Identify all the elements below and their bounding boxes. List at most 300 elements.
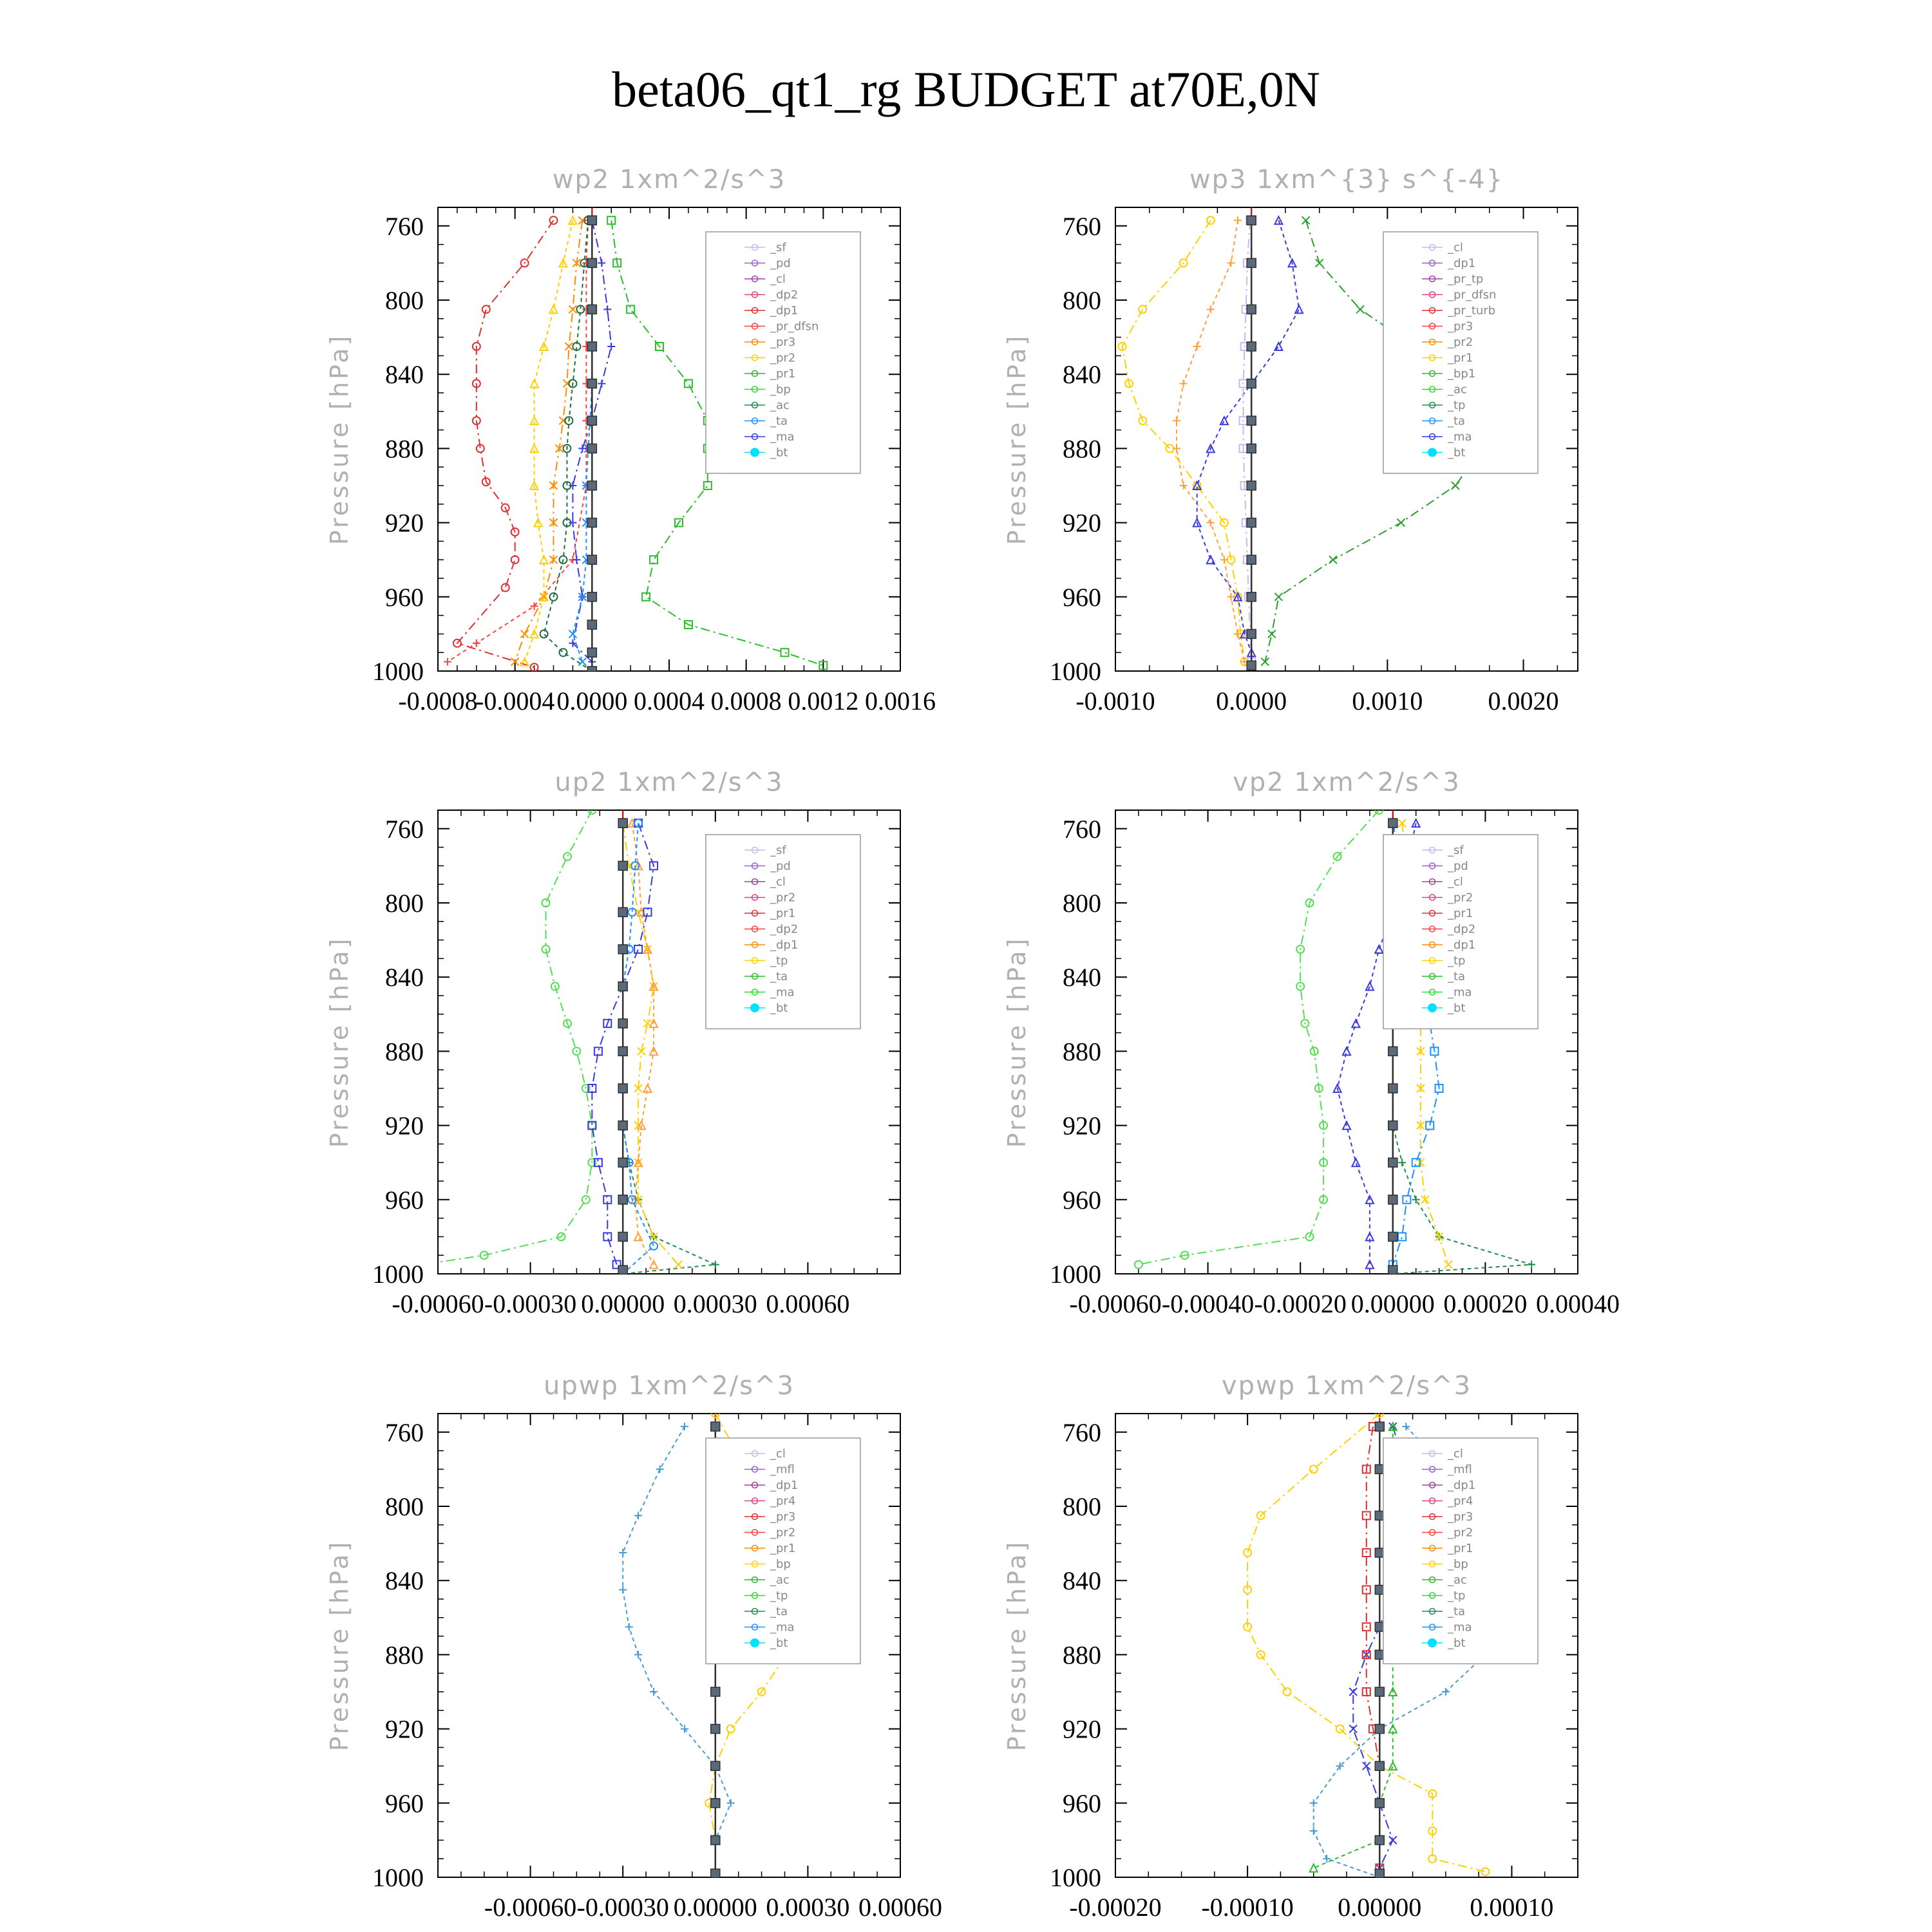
legend-label: _ma bbox=[770, 985, 795, 999]
data-point bbox=[1247, 258, 1256, 267]
y-axis-label: Pressure [hPa] bbox=[325, 936, 354, 1148]
data-point bbox=[1412, 1196, 1420, 1204]
panel-title: wp3 1xm^{3} s^{-4} bbox=[1189, 165, 1504, 194]
legend-label: _cl bbox=[770, 1447, 786, 1461]
series-line bbox=[1197, 220, 1299, 652]
y-tick-label: 920 bbox=[385, 1111, 424, 1141]
legend-label: _ac bbox=[1448, 383, 1467, 397]
legend-marker bbox=[750, 1003, 759, 1012]
legend-marker bbox=[1428, 448, 1437, 457]
data-point bbox=[618, 1265, 627, 1274]
data-point bbox=[1349, 1725, 1357, 1733]
data-point bbox=[1349, 1688, 1357, 1696]
x-tick-label: -0.0008 bbox=[398, 687, 478, 715]
series-pr_dfsn bbox=[444, 216, 592, 665]
data-point bbox=[1247, 592, 1256, 601]
y-tick-label: 1000 bbox=[1050, 1260, 1101, 1289]
data-point bbox=[1452, 482, 1459, 489]
legend-label: _ma bbox=[1448, 430, 1472, 444]
data-point bbox=[1343, 1047, 1350, 1055]
data-point bbox=[711, 1869, 720, 1878]
x-tick-label: 0.0010 bbox=[1352, 687, 1423, 715]
panel-title: upwp 1xm^2/s^3 bbox=[544, 1371, 795, 1401]
legend-label: _ma bbox=[770, 1620, 795, 1634]
series-line bbox=[525, 220, 573, 661]
y-tick-label: 1000 bbox=[372, 657, 424, 686]
y-tick-label: 880 bbox=[1063, 1640, 1101, 1670]
data-point bbox=[587, 648, 596, 657]
data-point bbox=[618, 1232, 627, 1241]
legend-label: _bt bbox=[1448, 1001, 1466, 1015]
legend-label: _pr3 bbox=[1448, 319, 1473, 334]
data-point bbox=[1247, 416, 1256, 425]
data-point bbox=[704, 482, 712, 489]
chart-panel-5 bbox=[325, 1371, 942, 1922]
data-point bbox=[1375, 1464, 1384, 1473]
y-tick-label: 760 bbox=[385, 211, 424, 241]
data-point bbox=[711, 1725, 720, 1734]
legend-label: _pr2 bbox=[1448, 1526, 1473, 1540]
data-point bbox=[1375, 945, 1383, 953]
x-tick-label: 0.00040 bbox=[1536, 1289, 1620, 1318]
data-point bbox=[603, 305, 611, 313]
data-point bbox=[1310, 1799, 1318, 1807]
legend-label: _cl bbox=[770, 875, 786, 889]
chart-panel-3 bbox=[325, 768, 900, 1318]
data-point bbox=[473, 639, 480, 647]
y-tick-label: 760 bbox=[1063, 1417, 1101, 1447]
legend-label: _bt bbox=[1448, 446, 1466, 460]
legend-label: _pr1 bbox=[770, 907, 796, 920]
data-point bbox=[540, 630, 548, 638]
y-tick-label: 1000 bbox=[1050, 1863, 1101, 1892]
data-point bbox=[711, 1422, 720, 1431]
legend bbox=[1383, 232, 1538, 473]
y-tick-label: 760 bbox=[385, 1417, 424, 1447]
y-tick-label: 800 bbox=[1063, 286, 1101, 315]
x-tick-label: -0.00030 bbox=[484, 1289, 577, 1318]
data-point bbox=[711, 1687, 720, 1696]
series-pr1 bbox=[1173, 216, 1249, 665]
x-tick-label: 0.00000 bbox=[1350, 1289, 1435, 1318]
data-point bbox=[1375, 1422, 1384, 1431]
data-point bbox=[1366, 1261, 1374, 1269]
legend-label: _dp1 bbox=[1448, 256, 1476, 270]
data-point bbox=[1173, 417, 1180, 424]
data-point bbox=[1268, 630, 1276, 638]
data-point bbox=[1295, 305, 1303, 313]
data-point bbox=[656, 1465, 664, 1473]
data-point bbox=[1173, 444, 1180, 452]
data-point bbox=[569, 630, 576, 638]
legend-label: _ma bbox=[1448, 985, 1472, 999]
data-point bbox=[587, 258, 596, 267]
y-tick-label: 920 bbox=[385, 1714, 424, 1744]
data-point bbox=[1375, 1725, 1384, 1734]
data-point bbox=[1442, 1688, 1450, 1696]
x-tick-label: 0.00010 bbox=[1470, 1893, 1554, 1922]
series-pr2 bbox=[1119, 216, 1249, 665]
y-axis-label: Pressure [hPa] bbox=[1003, 1539, 1031, 1752]
legend bbox=[706, 1438, 860, 1664]
legend-marker bbox=[750, 1638, 759, 1647]
legend-label: _bp1 bbox=[1448, 367, 1476, 381]
legend-label: _pr2 bbox=[770, 351, 796, 365]
data-point bbox=[1375, 1548, 1384, 1557]
data-point bbox=[1244, 1549, 1251, 1557]
series-bt bbox=[587, 216, 596, 676]
legend-label: _pd bbox=[770, 859, 791, 873]
legend-label: _bp bbox=[770, 383, 791, 397]
legend-label: _ac bbox=[1448, 1573, 1467, 1587]
y-tick-label: 1000 bbox=[372, 1863, 424, 1892]
data-point bbox=[618, 945, 627, 954]
data-point bbox=[650, 1688, 658, 1696]
legend-label: _pr1 bbox=[1448, 351, 1473, 365]
x-tick-label: -0.00020 bbox=[1069, 1893, 1162, 1922]
data-point bbox=[594, 1047, 602, 1055]
data-point bbox=[1316, 259, 1323, 267]
series-dp1 bbox=[1135, 806, 1383, 1269]
data-point bbox=[1481, 1868, 1489, 1875]
legend-label: _dp2 bbox=[770, 922, 799, 936]
data-point bbox=[1397, 519, 1405, 527]
x-tick-label: -0.00060 bbox=[484, 1893, 577, 1922]
x-tick-label: 0.0000 bbox=[1216, 687, 1287, 715]
data-point bbox=[618, 1195, 627, 1204]
x-tick-label: -0.00060 bbox=[392, 1289, 484, 1318]
series-line bbox=[515, 220, 583, 661]
x-tick-label: 0.0016 bbox=[865, 687, 936, 715]
legend-label: _dp1 bbox=[770, 1479, 799, 1492]
panel-title: vpwp 1xm^2/s^3 bbox=[1221, 1371, 1472, 1401]
data-point bbox=[1388, 1232, 1397, 1241]
y-tick-label: 1000 bbox=[372, 1260, 424, 1289]
data-point bbox=[619, 1549, 627, 1557]
x-tick-label: -0.00040 bbox=[1161, 1289, 1255, 1318]
data-point bbox=[1388, 1158, 1397, 1167]
data-point bbox=[1227, 593, 1235, 601]
legend bbox=[1383, 835, 1538, 1029]
data-point bbox=[1375, 1761, 1384, 1770]
data-point bbox=[1274, 593, 1282, 601]
legend-label: _sf bbox=[770, 241, 786, 254]
y-tick-label: 760 bbox=[1063, 814, 1101, 844]
legend-label: _cl bbox=[770, 272, 786, 286]
y-tick-label: 760 bbox=[1063, 211, 1101, 241]
legend bbox=[1383, 1438, 1538, 1664]
data-point bbox=[1247, 518, 1256, 527]
data-point bbox=[1375, 1835, 1384, 1844]
legend-label: _pr_dfsn bbox=[770, 319, 819, 334]
legend-label: _ac bbox=[770, 1573, 790, 1587]
data-point bbox=[634, 1511, 642, 1519]
data-point bbox=[781, 649, 789, 656]
legend-label: _dp2 bbox=[770, 288, 799, 302]
x-tick-label: 0.0000 bbox=[556, 687, 628, 715]
y-tick-label: 960 bbox=[385, 582, 424, 612]
panels bbox=[325, 165, 1620, 1922]
legend-label: _ta bbox=[770, 414, 788, 428]
data-point bbox=[1375, 1511, 1384, 1520]
data-point bbox=[1388, 1121, 1397, 1130]
legend-label: _cl bbox=[1448, 241, 1463, 254]
y-tick-label: 840 bbox=[1063, 360, 1101, 390]
legend-label: _pd bbox=[1448, 859, 1468, 873]
data-point bbox=[1375, 1687, 1384, 1696]
data-point bbox=[587, 444, 596, 453]
legend-label: _pr2 bbox=[770, 891, 796, 905]
legend-label: _pr3 bbox=[770, 1510, 796, 1524]
legend-label: _dp1 bbox=[770, 938, 799, 952]
data-point bbox=[565, 343, 573, 350]
data-point bbox=[1247, 216, 1256, 225]
data-point bbox=[681, 1423, 688, 1430]
data-point bbox=[511, 556, 519, 564]
y-tick-label: 960 bbox=[1063, 1185, 1101, 1215]
data-point bbox=[587, 667, 596, 676]
series-ta bbox=[1193, 216, 1303, 656]
legend-label: _pr1 bbox=[770, 367, 796, 381]
data-point bbox=[1389, 1762, 1397, 1770]
figure-title: beta06_qt1_rg BUDGET at70E,0N bbox=[612, 61, 1320, 117]
data-point bbox=[618, 1158, 627, 1167]
data-point bbox=[1528, 1261, 1535, 1269]
data-point bbox=[618, 1084, 627, 1093]
x-tick-label: -0.00060 bbox=[1069, 1289, 1162, 1318]
data-point bbox=[1388, 1046, 1397, 1056]
legend-label: _dp1 bbox=[1448, 1479, 1476, 1492]
legend-label: _dp1 bbox=[770, 304, 799, 317]
data-point bbox=[1403, 1196, 1410, 1204]
data-point bbox=[711, 1799, 720, 1808]
data-point bbox=[1207, 305, 1215, 313]
data-point bbox=[1310, 1465, 1318, 1473]
data-point bbox=[582, 1196, 590, 1204]
data-point bbox=[1247, 444, 1256, 453]
data-point bbox=[1375, 1650, 1384, 1659]
legend-label: _pr4 bbox=[1448, 1494, 1473, 1508]
panel-title: vp2 1xm^2/s^3 bbox=[1233, 768, 1461, 797]
legend-label: _bp bbox=[770, 1557, 791, 1571]
data-point bbox=[1444, 1261, 1452, 1269]
data-point bbox=[711, 1835, 720, 1844]
legend-label: _bt bbox=[1448, 1636, 1466, 1650]
data-point bbox=[1247, 342, 1256, 351]
data-point bbox=[1363, 1511, 1370, 1519]
data-point bbox=[618, 1019, 627, 1028]
data-point bbox=[564, 853, 571, 860]
data-point bbox=[1388, 1084, 1397, 1093]
data-point bbox=[1388, 819, 1397, 828]
data-point bbox=[1375, 1799, 1384, 1808]
legend-label: _tp bbox=[1448, 1589, 1466, 1603]
data-point bbox=[1310, 1864, 1318, 1872]
legend bbox=[706, 232, 860, 473]
legend-label: _pr4 bbox=[770, 1494, 796, 1508]
data-point bbox=[1356, 305, 1364, 313]
data-point bbox=[1274, 343, 1282, 350]
data-point bbox=[618, 1046, 627, 1056]
x-tick-label: 0.00000 bbox=[673, 1893, 757, 1922]
chart-panel-1 bbox=[325, 165, 936, 715]
data-point bbox=[1426, 1122, 1434, 1130]
x-tick-label: 0.0012 bbox=[788, 687, 859, 715]
legend bbox=[706, 835, 860, 1029]
y-tick-label: 960 bbox=[385, 1788, 424, 1818]
legend-label: _cl bbox=[1448, 875, 1463, 889]
data-point bbox=[1310, 1827, 1318, 1835]
x-tick-label: -0.00030 bbox=[576, 1893, 669, 1922]
series-line bbox=[1139, 810, 1379, 1265]
legend-label: _cl bbox=[1448, 1447, 1463, 1461]
y-tick-label: 800 bbox=[1063, 1492, 1101, 1521]
x-tick-label: 0.0008 bbox=[710, 687, 782, 715]
legend-label: _pr3 bbox=[770, 336, 796, 349]
data-point bbox=[625, 1623, 633, 1631]
data-point bbox=[559, 649, 567, 656]
data-point bbox=[1388, 1265, 1397, 1274]
data-point bbox=[1375, 1586, 1384, 1595]
data-point bbox=[482, 305, 490, 313]
data-point bbox=[1352, 1159, 1359, 1166]
y-tick-label: 760 bbox=[385, 814, 424, 844]
data-point bbox=[598, 259, 605, 267]
data-point bbox=[550, 305, 558, 313]
data-point bbox=[1247, 481, 1256, 490]
data-point bbox=[1398, 1233, 1406, 1240]
data-point bbox=[674, 1261, 682, 1269]
x-tick-label: -0.00010 bbox=[1201, 1893, 1294, 1922]
data-point bbox=[618, 1121, 627, 1130]
legend-label: _pr2 bbox=[1448, 891, 1473, 905]
legend-label: _sf bbox=[770, 844, 786, 857]
data-point bbox=[587, 481, 596, 490]
legend-label: _bt bbox=[770, 446, 788, 460]
legend-label: _tp bbox=[1448, 399, 1466, 412]
data-point bbox=[521, 630, 529, 638]
y-tick-label: 800 bbox=[385, 1492, 424, 1521]
legend-label: _tp bbox=[770, 1589, 788, 1603]
data-point bbox=[727, 1799, 735, 1807]
chart-panel-6 bbox=[1003, 1371, 1578, 1922]
x-tick-label: 0.0020 bbox=[1488, 687, 1559, 715]
y-axis-label: Pressure [hPa] bbox=[325, 333, 354, 545]
data-point bbox=[618, 982, 627, 991]
x-tick-label: 0.00060 bbox=[858, 1893, 942, 1922]
legend-marker bbox=[1428, 1638, 1437, 1647]
legend-label: _pr1 bbox=[1448, 1542, 1473, 1555]
data-point bbox=[607, 343, 615, 350]
legend-label: _pr2 bbox=[1448, 336, 1473, 349]
data-point bbox=[587, 416, 596, 425]
data-point bbox=[1363, 1762, 1370, 1770]
series-line bbox=[422, 810, 592, 1265]
data-point bbox=[1227, 259, 1235, 267]
legend-label: _dp2 bbox=[1448, 922, 1476, 936]
data-point bbox=[1247, 305, 1256, 314]
plot-area bbox=[419, 806, 719, 1278]
data-point bbox=[578, 658, 586, 666]
data-point bbox=[634, 1651, 642, 1658]
legend-label: _ma bbox=[1448, 1620, 1472, 1634]
y-tick-label: 840 bbox=[1063, 1566, 1101, 1596]
data-point bbox=[502, 583, 509, 591]
panel-title: wp2 1xm^2/s^3 bbox=[552, 165, 786, 194]
y-axis-label: Pressure [hPa] bbox=[1003, 936, 1031, 1148]
legend-label: _pr2 bbox=[770, 1526, 796, 1540]
data-point bbox=[1375, 1622, 1384, 1631]
x-tick-label: -0.00020 bbox=[1254, 1289, 1347, 1318]
y-tick-label: 800 bbox=[1063, 889, 1101, 918]
data-point bbox=[1329, 556, 1337, 564]
y-tick-label: 960 bbox=[1063, 582, 1101, 612]
legend-label: _pr1 bbox=[770, 1542, 796, 1555]
panel-title: up2 1xm^2/s^3 bbox=[554, 768, 784, 797]
data-point bbox=[650, 1242, 658, 1250]
data-point bbox=[1389, 1836, 1397, 1844]
legend-label: _sf bbox=[1448, 844, 1464, 857]
legend-label: _bp bbox=[1448, 1557, 1468, 1571]
series-line bbox=[1122, 220, 1245, 661]
y-tick-label: 920 bbox=[385, 508, 424, 538]
y-tick-label: 840 bbox=[385, 963, 424, 992]
y-tick-label: 840 bbox=[385, 1566, 424, 1596]
legend-label: _ta bbox=[770, 970, 788, 983]
y-tick-label: 920 bbox=[1063, 508, 1101, 538]
y-tick-label: 880 bbox=[385, 1037, 424, 1066]
data-point bbox=[1302, 216, 1310, 224]
legend-label: _ta bbox=[1448, 414, 1466, 428]
legend-label: _mfl bbox=[770, 1463, 795, 1477]
y-tick-label: 1000 bbox=[1050, 657, 1101, 686]
legend-label: _pr_tp bbox=[1448, 272, 1484, 286]
data-point bbox=[444, 658, 451, 666]
data-point bbox=[711, 1761, 720, 1770]
data-point bbox=[587, 305, 596, 314]
y-tick-label: 880 bbox=[385, 434, 424, 464]
series-pr3 bbox=[511, 216, 587, 665]
data-point bbox=[1247, 379, 1256, 388]
legend-label: _dp1 bbox=[1448, 938, 1476, 952]
y-tick-label: 920 bbox=[1063, 1714, 1101, 1744]
legend-label: _ta bbox=[1448, 1605, 1466, 1618]
data-point bbox=[1388, 1195, 1397, 1204]
data-point bbox=[634, 1233, 642, 1240]
legend-label: _tp bbox=[1448, 954, 1466, 968]
y-axis-label: Pressure [hPa] bbox=[1003, 333, 1031, 545]
x-tick-label: 0.0004 bbox=[634, 687, 705, 715]
legend-marker bbox=[750, 448, 759, 457]
x-tick-label: 0.00000 bbox=[581, 1289, 665, 1318]
y-tick-label: 800 bbox=[385, 889, 424, 918]
data-point bbox=[587, 216, 596, 225]
x-tick-label: -0.0010 bbox=[1075, 687, 1155, 715]
y-tick-label: 880 bbox=[1063, 1037, 1101, 1066]
legend-marker bbox=[1428, 1003, 1437, 1012]
data-point bbox=[712, 1261, 719, 1269]
x-tick-label: -0.0004 bbox=[475, 687, 555, 715]
chart-panel-2 bbox=[1003, 165, 1578, 715]
y-tick-label: 960 bbox=[1063, 1788, 1101, 1818]
data-point bbox=[618, 819, 627, 828]
data-point bbox=[587, 342, 596, 351]
data-point bbox=[598, 380, 605, 388]
series-pr2 bbox=[521, 216, 577, 665]
data-point bbox=[587, 555, 596, 564]
data-point bbox=[1247, 629, 1256, 638]
data-point bbox=[573, 556, 580, 564]
